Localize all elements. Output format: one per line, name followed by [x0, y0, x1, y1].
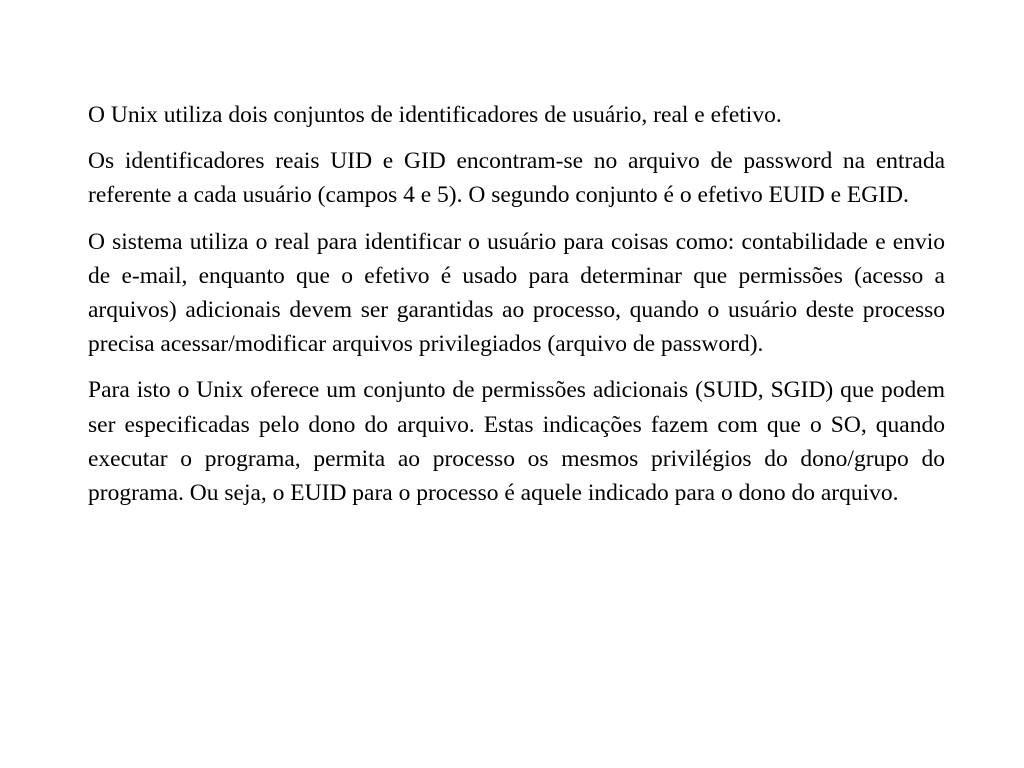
slide-body-text — [88, 98, 945, 522]
paragraph-suid-sgid: Para isto o Unix oferece um conjunto de permissões adicionais (SUID, SGID) que podem ser especificadas pelo dono do arquivo. Estas indicações fazem com que o SO, quando executar o programa, permita ao processo os mesmos privilégios do dono/grupo do programa. Ou seja, o EUID para o processo é aquele indicado para o dono do arquivo. — [88, 377, 945, 507]
paragraph-real-vs-effective: O sistema utiliza o real para identificar o usuário para coisas como: contabilidade e envio de e-mail, enquanto que o efetivo é usado para determinar que permissões (acesso a arquivos) adicionais devem ser garantidas ao processo, quando o usuário deste processo precisa acessar/modificar arquivos privilegiados (arquivo de password). — [88, 228, 945, 358]
paragraph-real-ids: Os identificadores reais UID e GID encontram-se no arquivo de password na entrada referente a cada usuário (campos 4 e 5). O segundo conjunto é o efetivo EUID e EGID. — [88, 148, 945, 209]
paragraph-intro: O Unix utiliza dois conjuntos de identificadores de usuário, real e efetivo. — [88, 102, 782, 128]
